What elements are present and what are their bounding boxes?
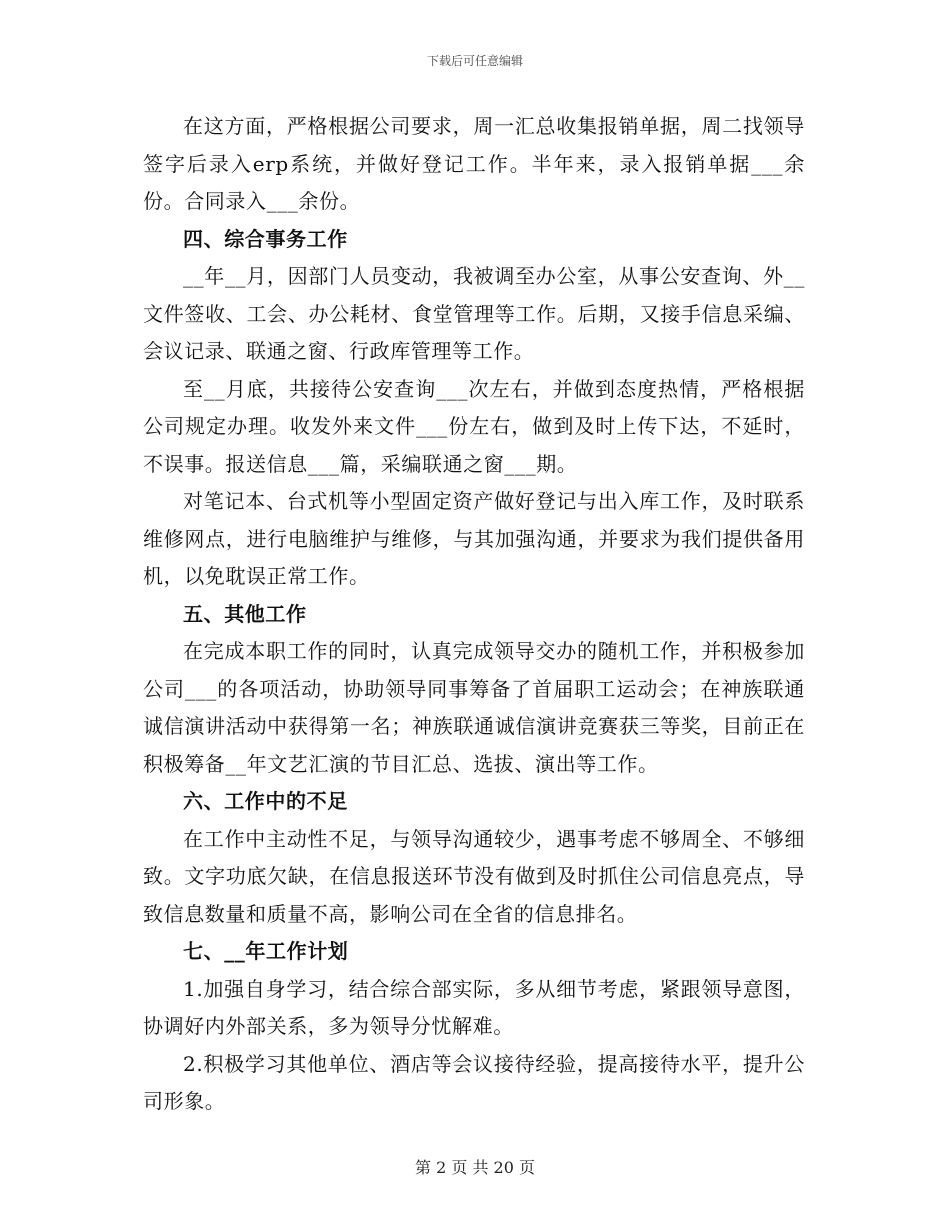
paragraph-reimbursement: 在这方面，严格根据公司要求，周一汇总收集报销单据，周二找领导签字后录入erp系统，并做好登记工作。半年来，录入报销单据___余份。合同录入___余份。 <box>143 114 805 213</box>
paragraph-plan-1: 1.加强自身学习，结合综合部实际，多从细节考虑，紧跟领导意图，协调好内外部关系，多为领导分忧解难。 <box>143 976 805 1038</box>
paragraph-plan-2: 2.积极学习其他单位、酒店等会议接待经验，提高接待水平，提升公司形象。 <box>143 1051 805 1113</box>
paragraph-statistics: 至__月底，共接待公安查询___次左右，并做到态度热情，严格根据公司规定办理。收发外来文件___份左右，做到及时上传下达，不延时，不误事。报送信息___篇，采编联通之窗___期。 <box>143 376 805 476</box>
paragraph-assets: 对笔记本、台式机等小型固定资产做好登记与出入库工作，及时联系维修网点，进行电脑维护与维修，与其加强沟通，并要求为我们提供备用机，以免耽误正常工作。 <box>143 489 805 588</box>
heading-other-work: 五、其他工作 <box>183 601 307 626</box>
heading-general-affairs: 四、综合事务工作 <box>183 226 348 251</box>
heading-shortcomings: 六、工作中的不足 <box>183 789 348 813</box>
page-footer: 第 2 页 共 20 页 <box>415 1158 535 1177</box>
heading-work-plan: 七、__年工作计划 <box>183 939 349 963</box>
paragraph-activities: 在完成本职工作的同时，认真完成领导交办的随机工作，并积极参加公司___的各项活动，协助领导同事筹备了首届职工运动会；在神族联通诚信演讲活动中获得第一名；神族联通诚信演讲竞赛获三等奖，目前正在积极筹备__年文艺汇演的节目汇总、选拔、演出等工作。 <box>143 639 805 776</box>
paragraph-shortcomings: 在工作中主动性不足，与领导沟通较少，遇事考虑不够周全、不够细致。文字功底欠缺，在信息报送环节没有做到及时抓住公司信息亮点，导致信息数量和质量不高，影响公司在全省的信息排名。 <box>143 826 805 926</box>
page-header: 下载后可任意编辑 <box>426 54 523 68</box>
document-body <box>143 108 805 1121</box>
paragraph-transfer: __年__月，因部门人员变动，我被调至办公室，从事公安查询、外__文件签收、工会、办公耗材、食堂管理等工作。后期，又接手信息采编、会议记录、联通之窗、行政库管理等工作。 <box>143 264 805 363</box>
